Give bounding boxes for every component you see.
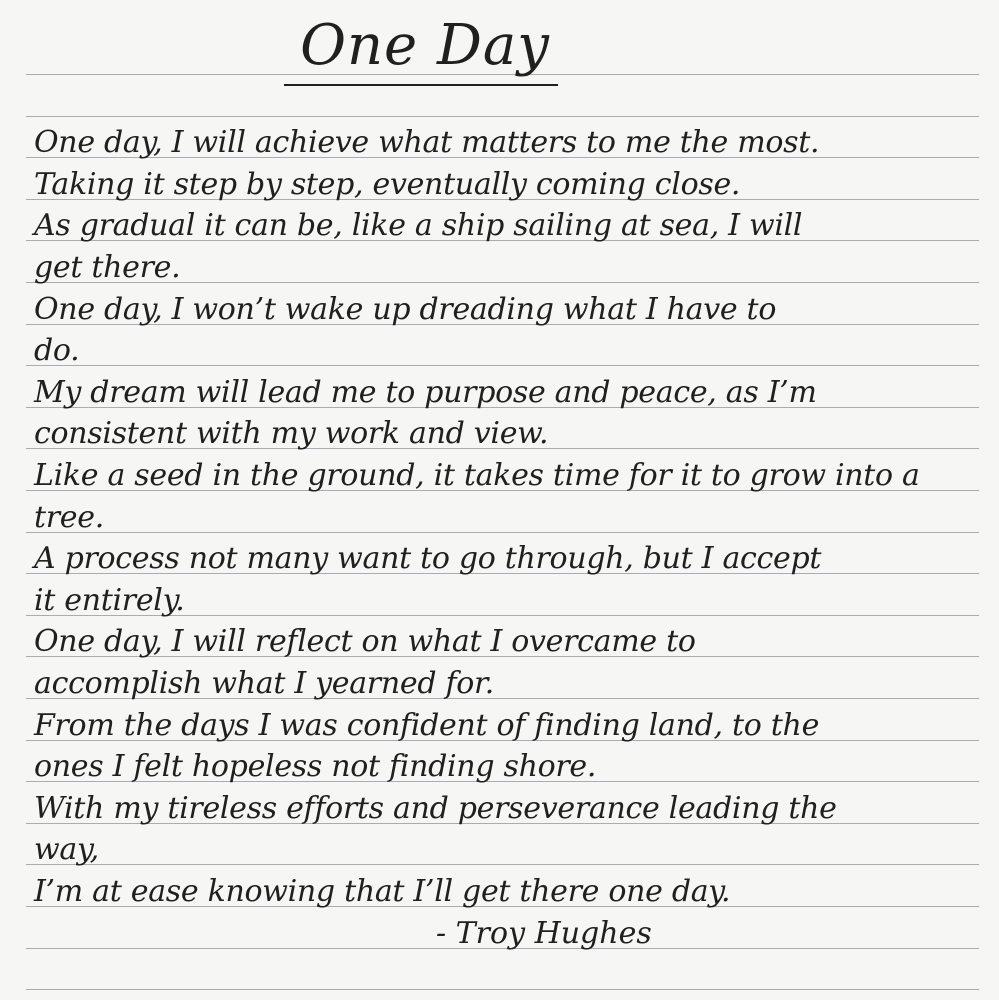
poem-line: As gradual it can be, like a ship sailing at sea, I will bbox=[34, 208, 803, 244]
ruled-line bbox=[26, 864, 979, 865]
ruled-line bbox=[26, 116, 979, 117]
poem-line: One day, I will achieve what matters to me the most. bbox=[34, 125, 820, 161]
ruled-line bbox=[26, 532, 979, 533]
ruled-line bbox=[26, 365, 979, 366]
title-underline bbox=[284, 84, 558, 86]
poem-line: accomplish what I yearned for. bbox=[34, 666, 494, 701]
poem-line: Like a seed in the ground, it takes time for it to grow into a bbox=[34, 458, 920, 493]
poem-line: From the days I was confident of finding land, to the bbox=[34, 707, 820, 743]
poem-line: One day, I won’t wake up dreading what I have to bbox=[34, 291, 777, 327]
poem-line: way, bbox=[34, 832, 99, 868]
poem-line: Taking it step by step, eventually coming close. bbox=[34, 166, 741, 202]
poem-line: One day, I will reflect on what I overcame to bbox=[34, 624, 696, 660]
poem-title: One Day bbox=[300, 13, 550, 78]
poem-line: ones I felt hopeless not finding shore. bbox=[34, 749, 597, 785]
poem-line: it entirely. bbox=[34, 582, 185, 618]
poem-line: With my tireless efforts and perseverance leading the bbox=[34, 790, 837, 826]
poem-line: get there. bbox=[34, 250, 181, 285]
poem-line: tree. bbox=[34, 499, 104, 535]
poem-line: A process not many want to go through, but I accept bbox=[34, 541, 822, 577]
poem-line: do. bbox=[34, 333, 80, 369]
poem-line: consistent with my work and view. bbox=[34, 416, 549, 452]
author-signature: - Troy Hughes bbox=[436, 915, 652, 951]
poem-line: My dream will lead me to purpose and peace, as I’m bbox=[34, 374, 817, 410]
poem-line: I’m at ease knowing that I’ll get there one day. bbox=[34, 874, 731, 909]
ruled-line bbox=[26, 989, 979, 990]
